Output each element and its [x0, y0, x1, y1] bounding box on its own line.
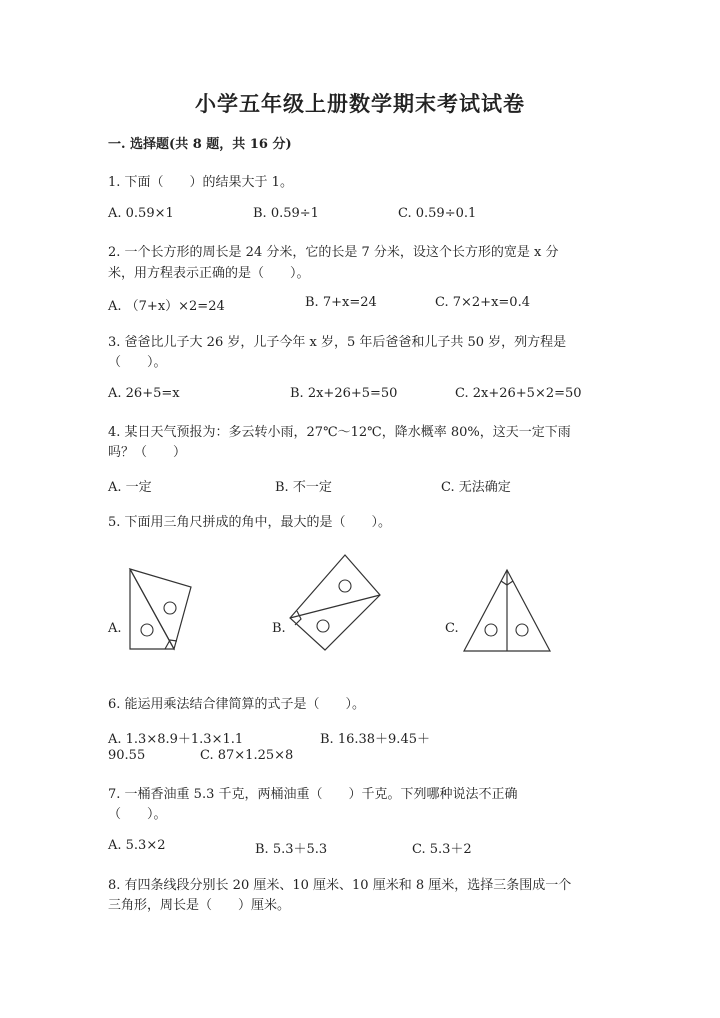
question-2-option-a[interactable]: A. （7+x）×2=24 — [108, 299, 225, 314]
question-2-stem-line2: 米，用方程表示正确的是（ ）。 — [108, 266, 310, 281]
question-4-stem-line1: 4. 某日天气预报为：多云转小雨，27℃～12℃，降水概率 80%，这天一定下雨 — [108, 425, 571, 440]
question-6-option-b[interactable]: B. 16.38＋9.45＋ — [320, 732, 430, 747]
figure-a-hole-2 — [164, 602, 176, 614]
question-2-option-b[interactable]: B. 7+x=24 — [305, 295, 377, 310]
question-3-option-b[interactable]: B. 2x+26+5=50 — [290, 386, 398, 401]
question-5-option-c-label[interactable]: C. — [445, 621, 459, 636]
section-heading: 一. 选择题(共 8 题，共 16 分) — [108, 137, 292, 152]
question-3-option-c[interactable]: C. 2x+26+5×2=50 — [455, 386, 582, 401]
figure-b-rectangle — [290, 555, 380, 650]
figure-b-hole-1 — [339, 580, 351, 592]
page-title: 小学五年级上册数学期末考试试卷 — [195, 91, 525, 116]
figure-a-triangle-2 — [130, 569, 191, 649]
question-7-option-a[interactable]: A. 5.3×2 — [108, 838, 166, 853]
question-8-stem-line2: 三角形，周长是（ ）厘米。 — [108, 898, 291, 913]
question-6-option-c[interactable]: C. 87×1.25×8 — [200, 748, 294, 763]
question-6-option-a[interactable]: A. 1.3×8.9＋1.3×1.1 — [108, 732, 244, 747]
question-2-option-c[interactable]: C. 7×2+x=0.4 — [435, 295, 530, 310]
question-1-option-b[interactable]: B. 0.59÷1 — [253, 206, 319, 221]
question-2-stem-line1: 2. 一个长方形的周长是 24 分米，它的长是 7 分米，设这个长方形的宽是 x 分 — [108, 245, 559, 260]
figure-c-set-squares — [460, 565, 555, 655]
question-3-option-a[interactable]: A. 26+5=x — [108, 386, 180, 401]
figure-b-set-squares — [285, 550, 395, 655]
question-4-option-c[interactable]: C. 无法确定 — [441, 480, 511, 495]
question-4-stem-line2: 吗？（ ） — [108, 445, 187, 460]
question-7-option-c[interactable]: C. 5.3＋2 — [412, 842, 472, 857]
figure-a-set-squares — [125, 565, 200, 655]
figure-a-hole-1 — [141, 624, 153, 636]
figure-c-hole-1 — [485, 624, 497, 636]
figure-b-hole-2 — [317, 620, 329, 632]
question-3-stem-line1: 3. 爸爸比儿子大 26 岁，儿子今年 x 岁，5 年后爸爸和儿子共 50 岁，列方程是 — [108, 335, 567, 350]
question-7-stem-line1: 7. 一桶香油重 5.3 千克，两桶油重（ ）千克。下列哪种说法不正确 — [108, 787, 518, 802]
question-4-option-b[interactable]: B. 不一定 — [275, 480, 332, 495]
question-7-option-b[interactable]: B. 5.3＋5.3 — [255, 842, 328, 857]
question-8-stem-line1: 8. 有四条线段分别长 20 厘米、10 厘米、10 厘米和 8 厘米，选择三条围成一个 — [108, 878, 572, 893]
figure-c-hole-2 — [516, 624, 528, 636]
question-1-option-c[interactable]: C. 0.59÷0.1 — [398, 206, 477, 221]
question-4-option-a[interactable]: A. 一定 — [108, 480, 152, 495]
question-1-stem: 1. 下面（ ）的结果大于 1。 — [108, 175, 293, 190]
question-5-option-a-label[interactable]: A. — [108, 621, 122, 636]
question-6-stem: 6. 能运用乘法结合律简算的式子是（ ）。 — [108, 697, 366, 712]
question-5-stem: 5. 下面用三角尺拼成的角中，最大的是（ ）。 — [108, 515, 392, 530]
question-3-stem-line2: （ ）。 — [108, 355, 167, 370]
question-7-stem-line2: （ ）。 — [108, 807, 167, 822]
question-6-option-b-continued: 90.55 — [108, 748, 146, 763]
question-1-option-a[interactable]: A. 0.59×1 — [108, 206, 174, 221]
figure-b-diagonal — [290, 595, 380, 618]
question-5-option-b-label[interactable]: B. — [272, 621, 286, 636]
